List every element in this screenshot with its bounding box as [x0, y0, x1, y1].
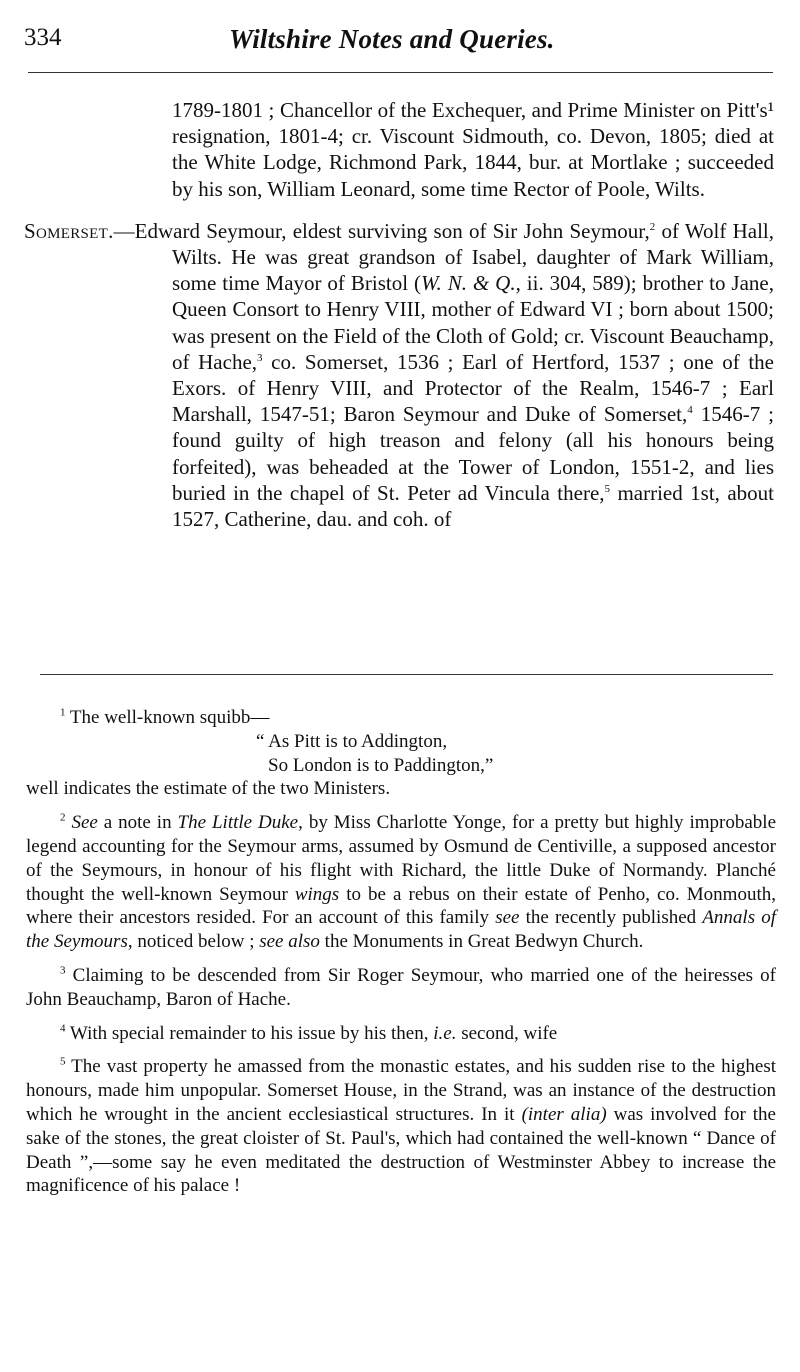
- main-text: [24, 97, 774, 532]
- continuation-paragraph: 1789-1801 ; Chancellor of the Exchequer, and Prime Minister on Pitt's¹ resignation, 1801-4; cr. Viscount Sidmouth, co. Devon, 1805; died at the White Lodge, Richmond Park, 1844, bur. at Mortlake ; succeeded by his son, William Leonard, some time Rector of Poole, Wilts.: [172, 98, 774, 201]
- entry-text: 1546-7 ; found guilty of high treason and felony (all his honours being forfeited), was beheaded at the Tower of London, 1551-2, and lies buried in the chapel of St. Peter ad Vincula there,: [172, 402, 774, 505]
- see-ref: See: [71, 812, 98, 834]
- footnote-text: the Monuments in Great Bedwyn Church.: [319, 931, 644, 953]
- entry-text: , ii. 304, 589); brother to Jane, Queen Consort to Henry VIII, mother of Edward VI ; born about 1500; was present on the Field of the Cloth of Gold; cr. Viscount Beauchamp, of Hache,: [172, 271, 774, 374]
- footnote-text: , by Miss Charlotte Yonge, for a pretty but highly improbable legend accounting for the Seymour arms, assumed by Osmund de Centiville, a supposed ancestor of the Seymours, in honour of his flight with Richard, the little Duke of Normandy. Planché thought the well-known Seymour: [26, 812, 777, 905]
- footnote-text: Claiming to be descended from Sir Roger Seymour, who married one of the heiresses of John Beauchamp, Baron of Hache.: [26, 964, 776, 1010]
- footnote-3: [26, 964, 776, 1012]
- entry-reference: W. N. & Q.: [420, 271, 516, 296]
- footnote-text: The well-known squibb—: [65, 707, 270, 728]
- footnote-2: [26, 811, 776, 954]
- footnote-text: With special remainder to his issue by his then,: [65, 1022, 434, 1044]
- see-ref: see: [495, 907, 520, 929]
- footnote-mark: 3: [60, 964, 66, 977]
- footnote-mark: 4: [60, 1022, 66, 1035]
- footnote-mark: 2: [60, 811, 66, 824]
- footnote-ref: 2: [649, 220, 656, 233]
- footnote-text: second, wife: [456, 1022, 558, 1044]
- verse-line-2: So London is to Paddington,”: [268, 754, 494, 776]
- footnote-text: to be a rebus on their estate of Penho, co. Monmouth, where their ancestors resided. For an account of this family: [26, 883, 776, 929]
- book-title: The Little Duke: [177, 812, 299, 834]
- footnote-1-intro: [26, 706, 776, 730]
- footnote-ref: 5: [604, 482, 611, 495]
- footnote-text: the recently published: [519, 907, 703, 929]
- footnote-text: was involved for the sake of the stones, the great cloister of St. Paul's, which had contained the well-known “ Dance of Death ”,—some say he even meditated the destruction of Westminster Abbey to increase the magnificence of his palace !: [26, 1103, 776, 1197]
- footnote-ref: 4: [687, 404, 693, 417]
- wings-term: wings: [294, 883, 340, 905]
- footnote-4: [26, 1022, 776, 1046]
- inter-alia: (inter alia): [521, 1103, 607, 1125]
- somerset-entry: [24, 218, 774, 532]
- entry-text: co. Somerset, 1536 ; Earl of Hertford, 1537 ; one of the Exors. of Henry VIII, and Protector of the Realm, 1546-7 ; Earl Marshall, 1547-51; Baron Seymour and Duke of Somerset,: [172, 349, 774, 427]
- entry-text: —Edward Seymour, eldest surviving son of Sir John Seymour,: [113, 218, 650, 243]
- running-title: Wiltshire Notes and Queries.: [229, 24, 555, 54]
- footnote-text: a note in: [97, 812, 178, 834]
- footnotes: [26, 706, 776, 1208]
- footnote-text: The vast property he amassed from the monastic estates, and his sudden rise to the highest honours, made him unpopular. Somerset House, in the Strand, was an instance of the destruction which he wrought in the ancient ecclesiastical structures. In it: [26, 1056, 776, 1125]
- book-title: Annals of the Seymours: [26, 907, 777, 953]
- footnote-mark: 5: [60, 1056, 66, 1069]
- page-header: [24, 24, 770, 64]
- footnote-text: , noticed below ;: [127, 931, 260, 953]
- footnote-ref: 3: [257, 351, 263, 364]
- footnote-rule: [40, 674, 773, 675]
- see-also-ref: see also: [259, 931, 320, 953]
- entry-text: married 1st, about 1527, Catherine, dau. and coh. of: [172, 480, 774, 532]
- ie-abbrev: i.e.: [433, 1022, 457, 1044]
- page-number: 334: [24, 24, 62, 51]
- header-rule: [28, 72, 773, 73]
- verse-line-1: “ As Pitt is to Addington,: [256, 730, 448, 752]
- entry-text: of Wolf Hall, Wilts. He was great grandson of Isabel, daughter of Mark William, some time Mayor of Bristol (: [172, 218, 774, 296]
- entry-label: Somerset.: [24, 218, 114, 243]
- footnote-5: [26, 1055, 776, 1198]
- footnote-1: [26, 706, 776, 801]
- footnote-1-end: well indicates the estimate of the two Ministers.: [26, 778, 391, 800]
- footnote-mark: 1: [60, 706, 66, 719]
